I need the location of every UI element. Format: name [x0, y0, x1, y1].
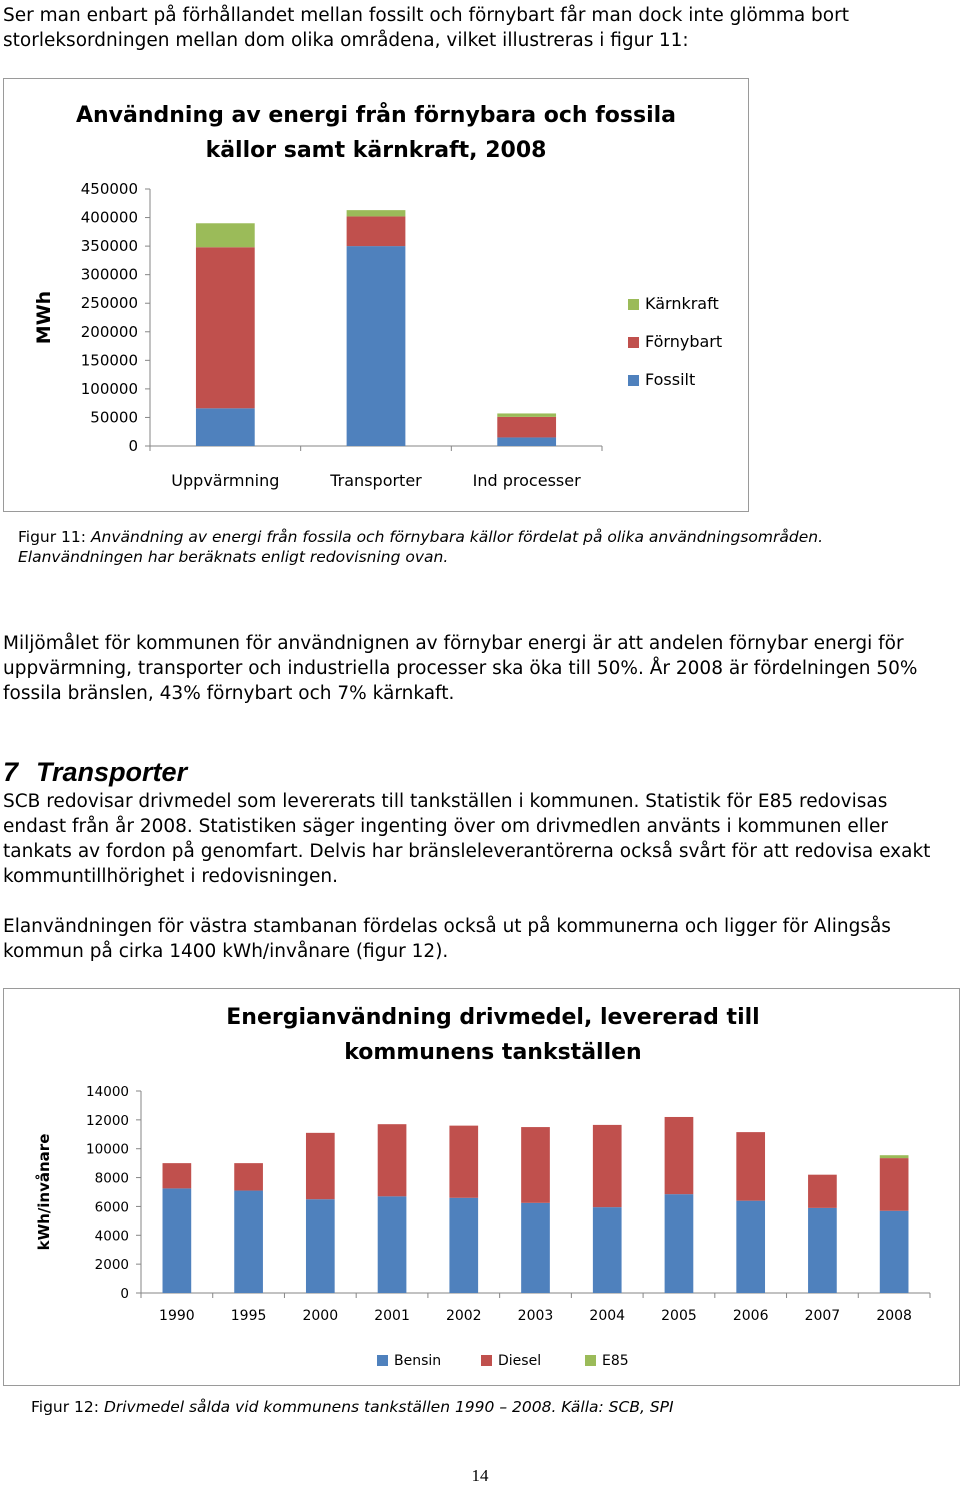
figure-11-chart-svg	[4, 79, 748, 511]
bar-segment-diesel	[449, 1126, 478, 1198]
legend-label: Förnybart	[645, 332, 723, 351]
y-axis-title: MWh	[33, 290, 55, 345]
figure-12-chart	[3, 988, 960, 1386]
legend-label: Diesel	[498, 1353, 542, 1369]
bar-segment-diesel	[736, 1132, 765, 1201]
y-tick-label: 2000	[94, 1257, 129, 1274]
x-tick-label: 2004	[589, 1308, 626, 1324]
bar-segment-bensin	[521, 1203, 550, 1293]
figure-12-caption	[31, 1397, 931, 1417]
y-tick-label: 200000	[80, 322, 138, 341]
legend-label: Kärnkraft	[645, 294, 719, 313]
x-tick-label: 2006	[732, 1308, 769, 1324]
chart-title-line: kommunens tankställen	[344, 1040, 642, 1065]
chart-title-line: Energianvändning drivmedel, levererad till	[226, 1005, 760, 1030]
legend-label: E85	[602, 1353, 629, 1369]
y-tick-label: 4000	[94, 1228, 129, 1245]
bar-segment-diesel	[378, 1124, 407, 1196]
bar-segment-diesel	[593, 1125, 622, 1207]
figure-11-caption-prefix: Figur 11:	[18, 528, 91, 546]
y-tick-label: 12000	[86, 1112, 129, 1129]
bar-segment-bensin	[880, 1211, 909, 1293]
y-tick-label: 50000	[90, 408, 138, 427]
x-tick-label: 2000	[302, 1308, 339, 1324]
bar-segment-förnybart	[347, 216, 406, 246]
legend-label: Bensin	[394, 1353, 442, 1369]
y-tick-label: 100000	[80, 379, 138, 398]
y-tick-label: 14000	[86, 1084, 129, 1100]
y-tick-label: 250000	[80, 294, 138, 313]
legend-swatch	[481, 1355, 492, 1366]
bar-segment-förnybart	[196, 247, 255, 408]
legend-label: Fossilt	[645, 370, 696, 389]
y-tick-label: 400000	[80, 208, 138, 227]
section-heading	[3, 757, 187, 788]
x-tick-label: 2003	[517, 1308, 554, 1324]
bar-segment-fossilt	[497, 437, 556, 446]
x-tick-label: 2007	[804, 1308, 841, 1324]
bar-segment-bensin	[808, 1208, 837, 1293]
bar-segment-diesel	[808, 1175, 837, 1208]
bar-segment-bensin	[665, 1194, 694, 1293]
goal-paragraph: Miljömålet för kommunen för användnignen av förnybar energi är att andelen förnybar energi för uppvärmning, transporter och industriella processer ska öka till 50%. År 2008 är fördelningen 50% fossila bränslen, 43% förnybart och 7% kärnkaft.	[3, 633, 918, 704]
y-tick-label: 8000	[94, 1170, 129, 1187]
bar-segment-diesel	[306, 1133, 335, 1199]
x-tick-label: Uppvärmning	[171, 471, 280, 490]
chart-title-line: källor samt kärnkraft, 2008	[205, 138, 547, 163]
bar-segment-bensin	[163, 1188, 192, 1293]
bar-segment-fossilt	[196, 408, 255, 446]
bar-segment-diesel	[234, 1163, 263, 1190]
y-tick-label: 6000	[94, 1199, 129, 1216]
y-tick-label: 350000	[80, 237, 138, 256]
bar-segment-diesel	[521, 1127, 550, 1203]
figure-11-caption	[18, 527, 918, 567]
y-axis-title: kWh/invånare	[35, 1133, 53, 1251]
x-tick-label: 1995	[230, 1308, 267, 1324]
bar-segment-bensin	[449, 1198, 478, 1293]
bar-segment-bensin	[306, 1199, 335, 1293]
y-tick-label: 0	[128, 437, 138, 455]
x-tick-label: 2005	[661, 1308, 697, 1324]
x-tick-label: 2002	[445, 1308, 482, 1324]
y-tick-label: 0	[120, 1286, 129, 1302]
legend-swatch	[628, 337, 639, 348]
figure-11-caption-text: Användning av energi från fossila och förnybara källor fördelat på olika användningsområden. Elanvändningen har beräknats enligt redovisning ovan.	[18, 528, 823, 566]
legend-swatch	[377, 1355, 388, 1366]
bar-segment-e85	[880, 1155, 909, 1158]
bar-segment-kärnkraft	[196, 223, 255, 247]
figure-11-chart	[3, 78, 749, 512]
y-tick-label: 150000	[80, 351, 138, 370]
x-tick-label: Ind processer	[472, 471, 581, 490]
bar-segment-diesel	[163, 1163, 192, 1188]
x-tick-label: 2008	[876, 1308, 912, 1324]
bar-segment-bensin	[736, 1201, 765, 1293]
legend-swatch	[628, 299, 639, 310]
section-number: 7	[3, 757, 19, 787]
figure-12-caption-text: Drivmedel sålda vid kommunens tankställen 1990 – 2008. Källa: SCB, SPI	[103, 1398, 674, 1416]
x-tick-label: 1990	[159, 1308, 195, 1324]
bar-segment-diesel	[665, 1117, 694, 1194]
bar-segment-kärnkraft	[497, 413, 556, 416]
electricity-paragraph: Elanvändningen för västra stambanan fördelas också ut på kommunerna och ligger för Alingsås kommun på cirka 1400 kWh/invånare (figur 12).	[3, 916, 891, 962]
bar-segment-kärnkraft	[347, 210, 406, 216]
x-tick-label: Transporter	[330, 471, 422, 490]
y-tick-label: 450000	[80, 180, 138, 198]
figure-12-chart-svg	[4, 989, 959, 1385]
section-title: Transporter	[36, 757, 188, 787]
scb-paragraph: SCB redovisar drivmedel som levererats till tankställen i kommunen. Statistik för E85 redovisas endast från år 2008. Statistiken säger ingenting över om drivmedlen använts i kommunen eller tankats av fordon på genomfart. Delvis har bränsleleverantörerna också svårt för att redovisa exakt kommuntillhörighet i redovisningen.	[3, 791, 931, 887]
bar-segment-diesel	[880, 1158, 909, 1211]
bar-segment-bensin	[593, 1207, 622, 1293]
legend-swatch	[628, 375, 639, 386]
bar-segment-fossilt	[347, 246, 406, 446]
figure-12-caption-prefix: Figur 12:	[31, 1398, 104, 1416]
page-number: 14	[471, 1466, 489, 1485]
intro-paragraph: Ser man enbart på förhållandet mellan fossilt och förnybart får man dock inte glömma bort storleksordningen mellan dom olika områdena, vilket illustreras i figur 11:	[3, 5, 849, 51]
y-tick-label: 10000	[86, 1141, 129, 1158]
y-tick-label: 300000	[80, 265, 138, 284]
bar-segment-bensin	[234, 1191, 263, 1293]
legend-swatch	[585, 1355, 596, 1366]
x-tick-label: 2001	[374, 1308, 410, 1324]
bar-segment-bensin	[378, 1196, 407, 1293]
chart-title-line: Användning av energi från förnybara och fossila	[75, 103, 677, 128]
bar-segment-förnybart	[497, 417, 556, 438]
